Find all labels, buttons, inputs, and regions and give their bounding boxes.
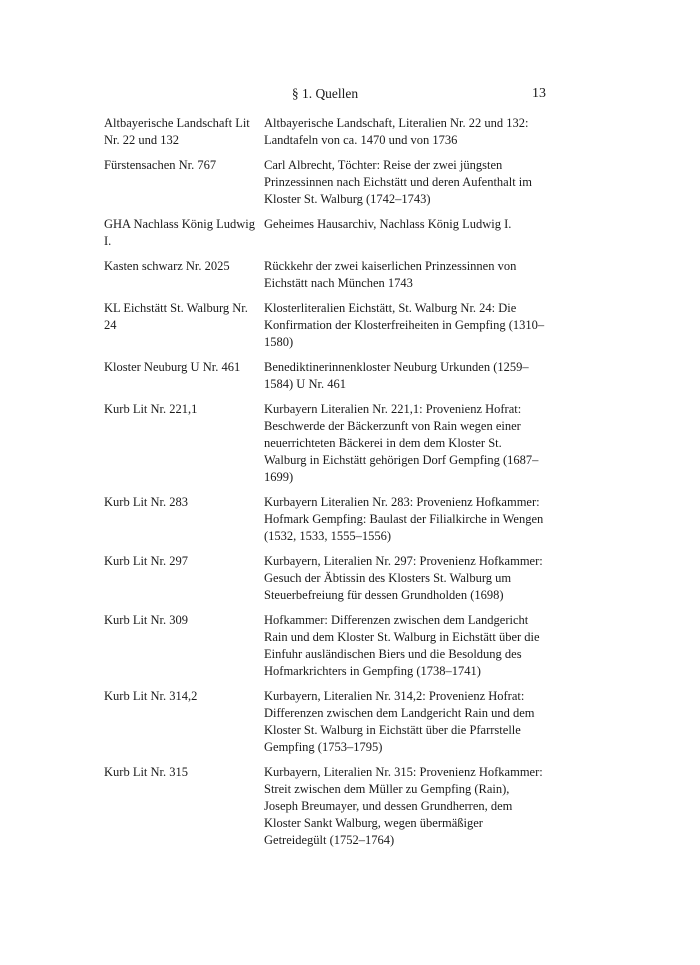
source-signature: Kurb Lit Nr. 283 xyxy=(104,495,189,509)
source-signature: Kurb Lit Nr. 309 xyxy=(104,613,189,627)
source-description: Kurbayern, Literalien Nr. 314,2: Provenienz Hofrat: Differenzen zwischen dem Landgericht Rain und dem Kloster St. Walburg in Eichstätt über die Pfarrstelle Gempfing (1753–1795) xyxy=(264,689,535,754)
source-entry xyxy=(104,612,546,680)
source-signature: Kasten schwarz Nr. 2025 xyxy=(104,259,230,273)
source-signature: Kurb Lit Nr. 221,1 xyxy=(104,402,198,416)
source-signature: KL Eichstätt St. Walburg Nr. 24 xyxy=(104,301,248,332)
source-description: Carl Albrecht, Töchter: Reise der zwei jüngsten Prinzessinnen nach Eichstätt und deren Aufenthalt im Kloster St. Walburg (1742–1743) xyxy=(264,158,532,206)
source-entry xyxy=(104,494,546,545)
source-description: Benediktinerinnenkloster Neuburg Urkunden (1259–1584) U Nr. 461 xyxy=(264,360,529,391)
source-description: Klosterliteralien Eichstätt, St. Walburg Nr. 24: Die Konfirmation der Klosterfreiheiten in Gempfing (1310–1580) xyxy=(264,301,545,349)
running-title: § 1. Quellen xyxy=(291,86,359,101)
source-signature: Kurb Lit Nr. 297 xyxy=(104,554,189,568)
source-signature: Altbayerische Landschaft Lit Nr. 22 und 132 xyxy=(104,116,250,147)
source-entry xyxy=(104,157,546,208)
page-header xyxy=(104,84,546,104)
source-description: Kurbayern, Literalien Nr. 315: Provenienz Hofkammer: Streit zwischen dem Müller zu Gempfing (Rain), Joseph Breumayer, und dessen Grundherren, dem Kloster Sankt Walburg, wegen übermäßiger Getreidegült (1752–1764) xyxy=(264,765,543,847)
source-description: Hofkammer: Differenzen zwischen dem Landgericht Rain und dem Kloster St. Walburg in Eichstätt über die Einfuhr ausländischen Biers und die Besoldung des Hofmarkrichters in Gempfing (1738–1741) xyxy=(264,613,540,678)
source-description: Geheimes Hausarchiv, Nachlass König Ludwig I. xyxy=(264,217,512,231)
source-description: Rückkehr der zwei kaiserlichen Prinzessinnen von Eichstätt nach München 1743 xyxy=(264,259,517,290)
source-entry xyxy=(104,401,546,486)
source-entry xyxy=(104,115,546,149)
source-signature: Kurb Lit Nr. 315 xyxy=(104,765,189,779)
source-signature: Kurb Lit Nr. 314,2 xyxy=(104,689,198,703)
source-entry xyxy=(104,359,546,393)
source-entry xyxy=(104,258,546,292)
source-list xyxy=(104,115,546,857)
source-description: Kurbayern Literalien Nr. 221,1: Provenienz Hofrat: Beschwerde der Bäckerzunft von Rain wegen einer neuerrichteten Bäckerei in dem dem Kloster St. Walburg in Eichstätt gehörigen Dorf Gempfing (1687–1699) xyxy=(264,402,539,484)
source-entry xyxy=(104,300,546,351)
page-number: 13 xyxy=(532,86,546,101)
source-signature: Fürstensachen Nr. 767 xyxy=(104,158,217,172)
source-description: Kurbayern, Literalien Nr. 297: Provenienz Hofkammer: Gesuch der Äbtissin des Klosters St. Walburg um Steuerbefreiung für dessen Grundholden (1698) xyxy=(264,554,543,602)
source-signature: GHA Nachlass König Ludwig I. xyxy=(104,217,256,248)
source-entry xyxy=(104,688,546,756)
source-signature: Kloster Neuburg U Nr. 461 xyxy=(104,360,241,374)
source-entry xyxy=(104,764,546,849)
source-entry xyxy=(104,553,546,604)
source-description: Kurbayern Literalien Nr. 283: Provenienz Hofkammer: Hofmark Gempfing: Baulast der Filialkirche in Wengen (1532, 1533, 1555–1556) xyxy=(264,495,544,543)
source-description: Altbayerische Landschaft, Literalien Nr. 22 und 132: Landtafeln von ca. 1470 und von 1736 xyxy=(264,116,529,147)
source-entry xyxy=(104,216,546,250)
